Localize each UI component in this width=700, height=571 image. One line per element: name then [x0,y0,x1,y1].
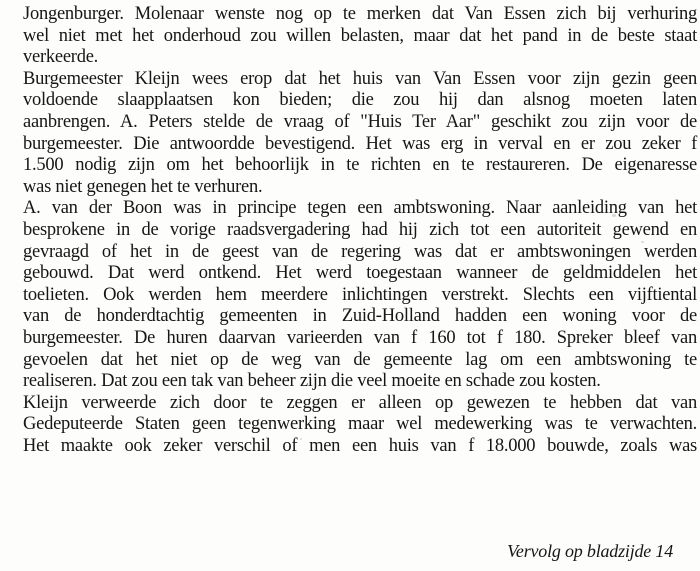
text-line: burgemeester. Die antwoordde bevestigend. Het was erg in verval en er zou zeker f [23,133,697,154]
text-line: Jongenburger. Molenaar wenste nog op te merken dat Van Essen zich bij verhuring [23,4,697,24]
body-text [23,4,697,457]
text-line: Kleijn verweerde zich door te zeggen er alleen op gewezen te hebben dat van [23,392,697,413]
scan-speck [300,438,302,440]
text-line: Burgemeester Kleijn wees erop dat het huis van Van Essen voor zijn gezin geen [23,68,697,89]
text-line: burgemeester. De huren daarvan varieerden van f 160 tot f 180. Spreker bleef van [23,327,697,348]
scan-speck [641,241,644,243]
text-line: toelieten. Ook werden hem meerdere inlichtingen verstrekt. Slechts een vijftiental [23,284,697,305]
paragraph-3 [23,198,697,392]
continuation-note: Vervolg op bladzijde 14 [507,541,673,561]
text-line: 1.500 nodig zijn om het behoorlijk in te richten en te restaureren. De eigenaresse [23,155,697,176]
text-line: wel niet met het onderhoud zou willen belasten, maar dat het pand in de beste staat [23,25,697,46]
scan-speck [619,206,621,208]
text-line: verkeerde. [23,47,99,68]
text-line: was niet genegen het te verhuren. [23,176,263,197]
text-line: Gedeputeerde Staten geen tegenwerking maar wel medewerking was te verwachten. [23,414,697,435]
text-line: voldoende slaapplaatsen kon bieden; die zou hij dan alsnog moeten laten [23,90,697,111]
text-line: gebouwd. Dat werd ontkend. Het werd toegestaan wanneer de geldmiddelen het [23,263,697,284]
text-line: gevraagd of het in de geest van de regering was dat er ambtswoningen werden [23,241,697,262]
text-line: aanbrengen. A. Peters stelde de vraag of "Huis Ter Aar" geschikt zou zijn voor de [23,111,697,132]
scan-speck [612,214,616,217]
text-line: Het maakte ook zeker verschil of men een huis van f 18.000 bouwde, zoals was [23,435,697,456]
text-line: gevoelen dat het niet op de weg van de gemeente lag om een ambtswoning te [23,349,697,370]
text-line: realiseren. Dat zou een tak van beheer zijn die veel moeite en schade zou kosten. [23,371,601,392]
paragraph-2 [23,69,697,199]
paragraph-1 [23,4,697,69]
text-line: van de honderdtachtig gemeenten in Zuid-Holland hadden een woning voor de [23,306,697,327]
paragraph-4 [23,393,697,458]
text-line: besprokene in de vorige raadsvergadering had hij zich tot een autoriteit gewend en [23,219,697,240]
text-line: A. van der Boon was in principe tegen een ambtswoning. Naar aanleiding van het [23,198,697,219]
